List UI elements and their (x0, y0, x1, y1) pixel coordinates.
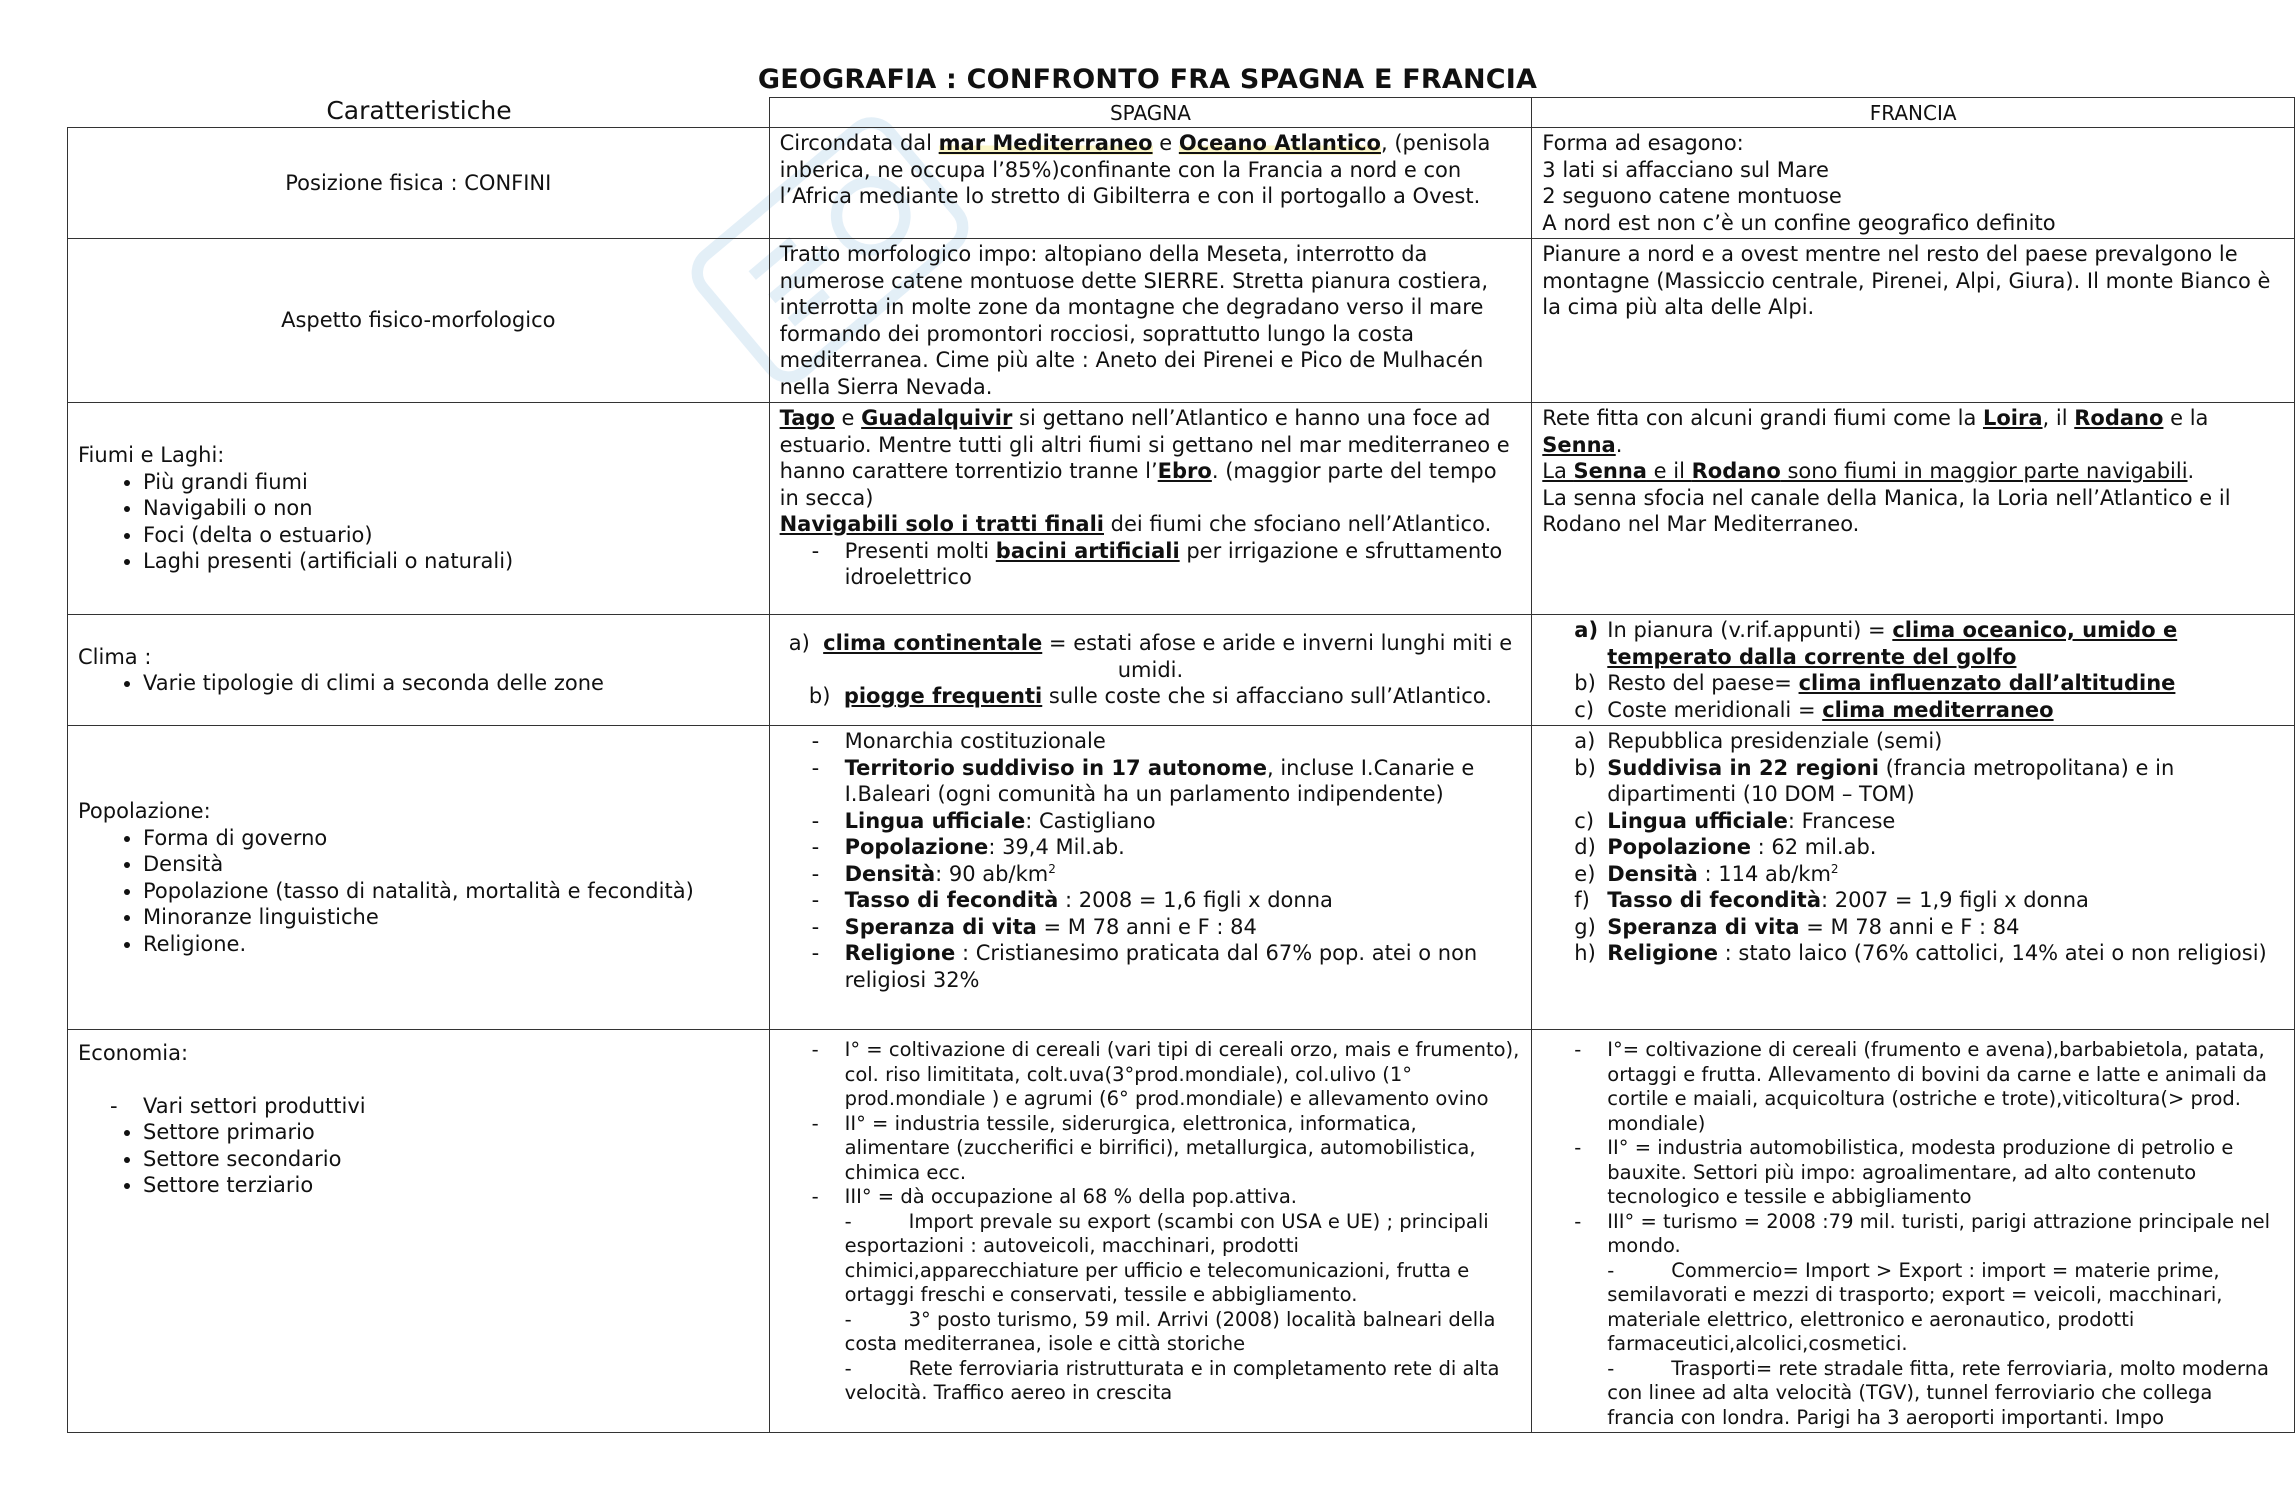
header-row (68, 98, 2295, 128)
text-fragment: Rete fitta con alcuni grandi fiumi come la (1542, 406, 1983, 430)
term: Speranza di vita (1607, 914, 1800, 939)
text-fragment: sulle coste che si affacciano sull’Atlantico. (1042, 684, 1492, 709)
row-fiumi (68, 403, 2295, 615)
term: Densità (844, 861, 936, 886)
label-confini: Posizione fisica : CONFINI (68, 128, 770, 239)
term-mar-mediterraneo: mar Mediterraneo (938, 131, 1153, 155)
list-item: • Foci (delta o estuario) (143, 522, 759, 549)
cell-confini-spagna (769, 128, 1532, 239)
list-marker: f) (1574, 888, 1590, 912)
list-item: • Minoranze linguistiche (143, 904, 759, 931)
list-marker: - (844, 1209, 852, 1233)
term: clima mediterraneo (1822, 697, 2054, 722)
list-marker: d) (1574, 835, 1596, 859)
list-item: • Settore secondario (143, 1146, 759, 1173)
cell-economia-francia (1532, 1030, 2295, 1433)
sub-item (780, 1308, 1522, 1357)
text-fragment: Circondata dal (779, 131, 939, 155)
text-fragment: : Castigliano (1025, 808, 1156, 833)
term: Popolazione (844, 835, 989, 859)
text-fragment: per irrigazione e sfruttamento idroelettrico (844, 538, 1503, 589)
text-fragment: : Francese (1787, 808, 1896, 833)
term: Lingua ufficiale (844, 808, 1026, 833)
list-item (1574, 755, 2284, 808)
sub-item (780, 1210, 1522, 1308)
line: A nord est non c’è un confine geografico definito (1542, 210, 2056, 235)
term: Suddivisa in 22 regioni (1607, 755, 1879, 780)
text-fragment: : 39,4 Mil.ab. (988, 835, 1125, 859)
label-title: Popolazione: (78, 799, 211, 823)
list-marker: a) (788, 631, 810, 656)
label-title: Economia: (78, 1041, 189, 1065)
term-oceano-atlantico: Oceano Atlantico (1178, 131, 1381, 155)
cell-fiumi-francia (1532, 403, 2295, 615)
cell-economia-spagna (769, 1030, 1532, 1433)
term: Popolazione (1607, 835, 1751, 859)
list-item: - Vari settori produttivi (143, 1093, 759, 1120)
text-fragment: : 114 ab/km (1697, 861, 1831, 886)
list-item: - III° = dà occupazione al 68 % della pop.attiva. (845, 1185, 1522, 1210)
list-marker: c) (1574, 697, 1595, 722)
text-fragment: si gettano nell’Atlantico e hanno una foce ad estuario. Mentre tutti gli altri fiumi si gettano nel mar mediterraneo e hanno carattere torrentizio tranne l’ (779, 406, 1510, 483)
list-marker: - (1607, 1258, 1615, 1282)
label-economia (68, 1030, 770, 1433)
list-item (845, 538, 1522, 591)
bullet-list (78, 1119, 759, 1199)
list-item: • Laghi presenti (artificiali o naturali) (143, 548, 759, 575)
list-marker: a) (1574, 729, 1596, 753)
list-item (845, 755, 1522, 808)
dash-list (780, 1038, 1522, 1210)
term: Tasso di fecondità (1607, 888, 1821, 912)
row-morfologia (68, 239, 2295, 403)
text-fragment: : 2008 = 1,6 figli x donna (1058, 888, 1333, 912)
list-item: - I°= coltivazione di cereali (frumento e avena),barbabietola, patata, ortaggi e frutta. Allevamento di bovini da carne e latte e animali da cortile e maiali, acquicoltura (ostriche e trote),viticoltura(> prod. mondiale) (1607, 1038, 2284, 1136)
text-fragment: dei fiumi che sfociano nell’Atlantico. (1104, 512, 1492, 536)
cell-confini-francia (1532, 128, 2295, 239)
text-fragment: La senna sfocia nel canale della Manica, la Loria nell’Atlantico e il Rodano nel Mar Mediterraneo. (1542, 485, 2231, 536)
text-fragment: : 62 mil.ab. (1750, 835, 1877, 859)
list-marker: b) (1574, 671, 1596, 695)
list-item (845, 914, 1522, 941)
list-marker: b) (808, 684, 831, 709)
dash-list (78, 1093, 759, 1120)
text-fragment: : 2007 = 1,9 figli x donna (1821, 888, 2089, 912)
line: 2 seguono catene montuose (1542, 184, 1842, 208)
text-fragment: = M 78 anni e F : 84 (1036, 914, 1257, 939)
text-fragment: : 90 ab/km (935, 861, 1049, 886)
term: Rodano (1691, 459, 1781, 483)
list-item (1574, 861, 2284, 888)
text-fragment: Repubblica presidenziale (semi) (1607, 729, 1943, 753)
text-fragment: 3° posto turismo, 59 mil. Arrivi (2008) località balneari della costa mediterranea, isole e città storiche (844, 1307, 1496, 1355)
text-fragment: , il (2042, 406, 2075, 430)
list-item (845, 834, 1522, 861)
list-marker: - (1607, 1356, 1615, 1380)
header-blank-cell (68, 98, 770, 128)
superscript: 2 (1830, 861, 1839, 876)
text-fragment: Coste meridionali = (1607, 697, 1823, 722)
term: Speranza di vita (844, 914, 1037, 939)
dash-list (1542, 1038, 2284, 1259)
term: Navigabili solo i tratti finali (779, 512, 1104, 536)
list-marker: - (844, 1307, 852, 1331)
list-marker: c) (1574, 808, 1595, 833)
row-popolazione (68, 726, 2295, 1030)
term: Guadalquivir (861, 406, 1013, 430)
list-item (1574, 670, 2284, 697)
cell-clima-spagna (769, 615, 1532, 726)
list-item: • Settore terziario (143, 1172, 759, 1199)
comparison-table (67, 97, 2295, 1433)
lettered-list (1542, 728, 2284, 967)
list-item (1574, 914, 2284, 941)
text-fragment: e (1152, 131, 1179, 155)
cell-morfologia-spagna: Tratto morfologico impo: altopiano della Meseta, interrotto da numerose catene montuose dette SIERRE. Stretta pianura costiera, interrotta in molte zone da montagne che degradano verso il mare formando dei promontori rocciosi, soprattutto lungo la costa mediterranea. Cime più alte : Aneto dei Pirenei e Pico de Mulhacén nella Sierra Nevada. (769, 239, 1532, 403)
list-item: • Densità (143, 851, 759, 878)
list-marker: e) (1574, 861, 1596, 886)
term: clima oceanico, umido e temperato dalla corrente del golfo (1607, 618, 2178, 669)
term: piogge frequenti (843, 684, 1043, 709)
list-item: - III° = turismo = 2008 :79 mil. turisti, parigi attrazione principale nel mondo. (1607, 1210, 2284, 1259)
cell-popolazione-francia (1532, 726, 2295, 1030)
list-marker: a) (1574, 618, 1599, 642)
text-fragment: e il (1646, 459, 1692, 483)
list-item (1574, 728, 2284, 755)
term: Tago (779, 406, 835, 430)
list-item: • Forma di governo (143, 825, 759, 852)
text-fragment: = estati afose e aride e inverni lunghi miti e umidi. (1042, 631, 1513, 682)
list-item (780, 630, 1522, 683)
label-popolazione (68, 726, 770, 1030)
list-item (1574, 887, 2284, 914)
text-fragment: e (834, 406, 862, 430)
list-item (1574, 697, 2284, 724)
list-marker: g) (1574, 914, 1596, 939)
cell-fiumi-spagna (769, 403, 1532, 615)
text-fragment: sono fiumi in maggior parte navigabili (1780, 459, 2188, 483)
list-item: • Religione. (143, 931, 759, 958)
text-fragment: . (maggior parte del tempo in secca) (779, 459, 1497, 510)
text-fragment: (francia metropolitana) e in dipartimenti (10 DOM – TOM) (1607, 755, 2175, 806)
list-item: • Più grandi fiumi (143, 469, 759, 496)
line: 3 lati si affacciano sul Mare (1542, 157, 1829, 182)
label-clima (68, 615, 770, 726)
list-item (1574, 617, 2284, 670)
list-item: • Varie tipologie di climi a seconda delle zone (143, 670, 759, 697)
term: Loira (1982, 406, 2043, 430)
text-fragment: : Cristianesimo praticata dal 67% pop. atei o non religiosi 32% (844, 941, 1478, 992)
text-fragment: = M 78 anni e F : 84 (1799, 914, 2020, 939)
list-item (845, 861, 1522, 888)
sub-item (780, 1357, 1522, 1406)
cell-popolazione-spagna (769, 726, 1532, 1030)
text-fragment: , (penisola inberica, ne occupa l’85%)confinante con la Francia a nord e con l’Africa mediante lo stretto di Gibilterra e con il portogallo a Ovest. (779, 131, 1491, 208)
text-fragment: . (1615, 432, 1623, 457)
list-marker: - (844, 1356, 852, 1380)
sub-item (1542, 1357, 2284, 1431)
list-item (845, 940, 1522, 993)
text-fragment: Commercio= Import > Export : import = materie prime, semilavorati e mezzi di trasporto; export = veicoli, macchinari, materiale elettrico, elettronico e aeronautico, prodotti farmaceutici,alcolici,cosmetici. (1607, 1258, 2223, 1355)
sub-item (1542, 1259, 2284, 1357)
list-item: • Popolazione (tasso di natalità, mortalità e fecondità) (143, 878, 759, 905)
list-item: - I° = coltivazione di cereali (vari tipi di cereali orzo, mais e frumento), col. riso limititata, colt.uva(3°prod.mondiale), col.ulivo (1° prod.mondiale ) e agrumi (6° prod.mondiale) e allevamento ovino (845, 1038, 1522, 1112)
list-item (1574, 940, 2284, 967)
term: Senna (1542, 432, 1616, 457)
list-item (1574, 808, 2284, 835)
term: Rodano (2074, 406, 2164, 430)
header-spagna: SPAGNA (769, 98, 1532, 128)
term: Religione (1607, 941, 1718, 965)
term: Tasso di fecondità (844, 888, 1059, 912)
bullet-list (78, 825, 759, 958)
header-francia: FRANCIA (1532, 98, 2295, 128)
term: Ebro (1157, 459, 1212, 483)
dash-list (780, 538, 1522, 591)
text-fragment: Trasporti= rete stradale fitta, rete ferroviaria, molto moderna con linee ad alta velocità (TGV), tunnel ferroviario che collega francia con londra. Parigi ha 3 aeroporti importanti. Impo (1607, 1356, 2270, 1429)
label-morfologia: Aspetto fisico-morfologico (68, 239, 770, 403)
text-fragment: , incluse I.Canarie e I.Baleari (ogni comunità ha un parlamento indipendente) (844, 755, 1475, 806)
dash-list (780, 728, 1522, 993)
text-fragment: Rete ferroviaria ristrutturata e in completamento rete di alta velocità. Traffico aereo in crescita (844, 1356, 1500, 1404)
term: clima influenzato dall’altitudine (1798, 671, 2176, 695)
label-title: Clima : (78, 644, 152, 669)
term: Densità (1607, 861, 1698, 886)
list-item: • Settore primario (143, 1119, 759, 1146)
text-fragment: : stato laico (76% cattolici, 14% atei o non religiosi) (1717, 941, 2267, 965)
list-item: - II° = industria tessile, siderurgica, elettronica, informatica, alimentare (zuccherifici e birrifici), metallurgica, automobilistica, chimica ecc. (845, 1112, 1522, 1186)
term: Senna (1573, 459, 1647, 483)
cell-morfologia-francia: Pianure a nord e a ovest mentre nel resto del paese prevalgono le montagne (Massiccio centrale, Pirenei, Alpi, Giura). Il monte Bianco è la cima più alta delle Alpi. (1532, 239, 2295, 403)
term: Territorio suddiviso in 17 autonome (844, 755, 1267, 780)
term: Religione (844, 941, 956, 965)
list-item (780, 683, 1522, 710)
header-caratteristiche: Caratteristiche (326, 96, 512, 125)
bullet-list (78, 670, 759, 697)
list-item (1574, 834, 2284, 861)
text-fragment: e la (2163, 406, 2209, 430)
list-item (845, 808, 1522, 835)
term: Lingua ufficiale (1607, 808, 1788, 833)
row-clima (68, 615, 2295, 726)
row-confini (68, 128, 2295, 239)
list-item (845, 887, 1522, 914)
term: bacini artificiali (995, 538, 1180, 563)
term: clima continentale (823, 631, 1043, 656)
page-title: GEOGRAFIA : CONFRONTO FRA SPAGNA E FRANCIA (757, 64, 1538, 95)
label-fiumi (68, 403, 770, 615)
text-fragment: La (1542, 459, 1574, 483)
row-economia (68, 1030, 2295, 1433)
text-fragment: In pianura (v.rif.appunti) = (1607, 618, 1893, 642)
text-fragment: Resto del paese= (1607, 671, 1799, 695)
line: Forma ad esagono: (1542, 131, 1744, 155)
label-title: Fiumi e Laghi: (78, 443, 225, 468)
lettered-list (1542, 617, 2284, 723)
list-marker: b) (1574, 755, 1596, 780)
text-fragment: . (2187, 459, 2195, 483)
text-fragment: Import prevale su export (scambi con USA e UE) ; principali esportazioni : autoveicoli, macchinari, prodotti chimici,apparecchiature per ufficio e telecomunicazioni, frutta e ortaggi freschi e conservati, tessile e abbigliamento. (844, 1209, 1489, 1306)
list-marker: h) (1574, 941, 1596, 965)
list-item: - Monarchia costituzionale (845, 728, 1522, 755)
text-fragment: Presenti molti (844, 538, 996, 563)
cell-clima-francia (1532, 615, 2295, 726)
superscript: 2 (1048, 861, 1056, 876)
bullet-list (78, 469, 759, 575)
list-item: - II° = industria automobilistica, modesta produzione di petrolio e bauxite. Settori più impo: agroalimentare, ad alto contenuto tecnologico e tessile e abbigliamento (1607, 1136, 2284, 1210)
list-item: • Navigabili o non (143, 495, 759, 522)
